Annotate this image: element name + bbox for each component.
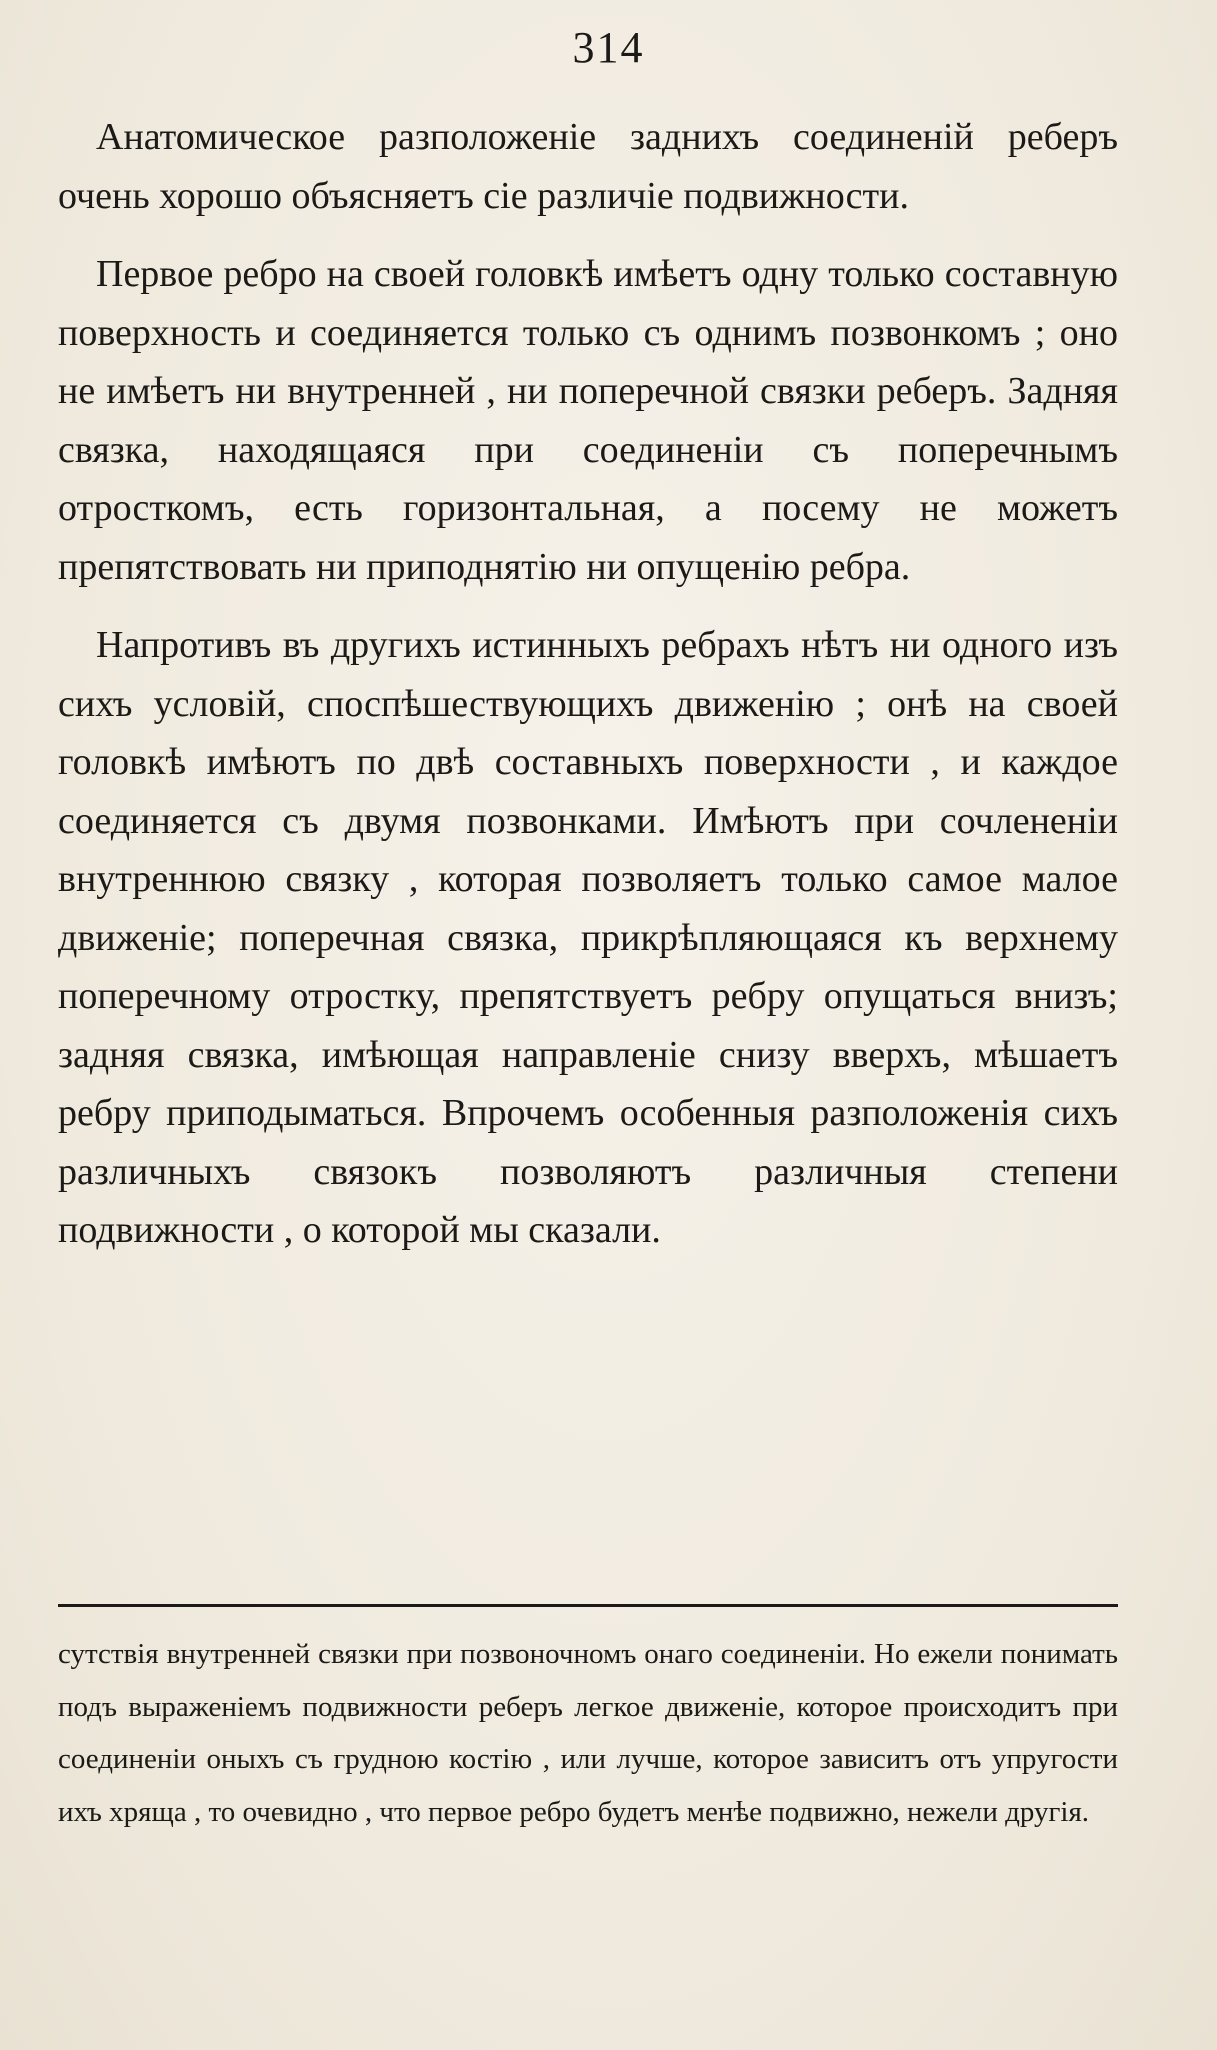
paragraph: Напротивъ въ другихъ истинныхъ ребрахъ нѣтъ ни одного изъ сихъ условiй, споспѣшествующихъ движенiю ; онѣ на своей головкѣ имѣютъ по двѣ составныхъ поверхности , и каждое соединяется съ двумя позвонками. Имѣютъ при сочлененiи внутреннюю связку , которая позволяетъ только самое малое движенiе; поперечная связка, прикрѣпляющаяся къ верхнему поперечному отростку, препятствуетъ ребру опущаться внизъ; задняя связка, имѣющая направленiе снизу вверхъ, мѣшаетъ ребру приподыматься. Впрочемъ особенныя разположенiя сихъ различныхъ связокъ позволяютъ различныя степени подвижности , о которой мы сказали. bbox=[58, 624, 1118, 1251]
footnote-divider bbox=[58, 1604, 1118, 1607]
footnote bbox=[58, 1628, 1118, 1838]
page-number: 314 bbox=[572, 23, 645, 72]
main-text bbox=[58, 108, 1118, 1260]
paragraph: Анатомическое разположенiе заднихъ соединенiй реберъ очень хорошо объясняетъ сiе различiе подвижности. bbox=[58, 116, 1118, 217]
footnote-text: сутствiя внутренней связки при позвоночномъ онаго соединенiи. Но ежели понимать подъ выраженiемъ подвижности реберъ легкое движенiе, которое происходитъ при соединенiи оныхъ съ грудною костiю , или лучше, которое зависитъ отъ упругости ихъ хряща , то очевидно , что первое ребро будетъ менѣе подвижно, нежели другiя. bbox=[58, 1638, 1118, 1828]
paragraph: Первое ребро на своей головкѣ имѣетъ одну только составную поверхность и соединяется только съ однимъ позвонкомъ ; оно не имѣетъ ни внутренней , ни поперечной связки реберъ. Задняя связка, находящаяся при соединенiи съ поперечнымъ отросткомъ, есть горизонтальная, а посему не можетъ препятствовать ни приподнятiю ни опущенiю ребра. bbox=[58, 253, 1118, 588]
